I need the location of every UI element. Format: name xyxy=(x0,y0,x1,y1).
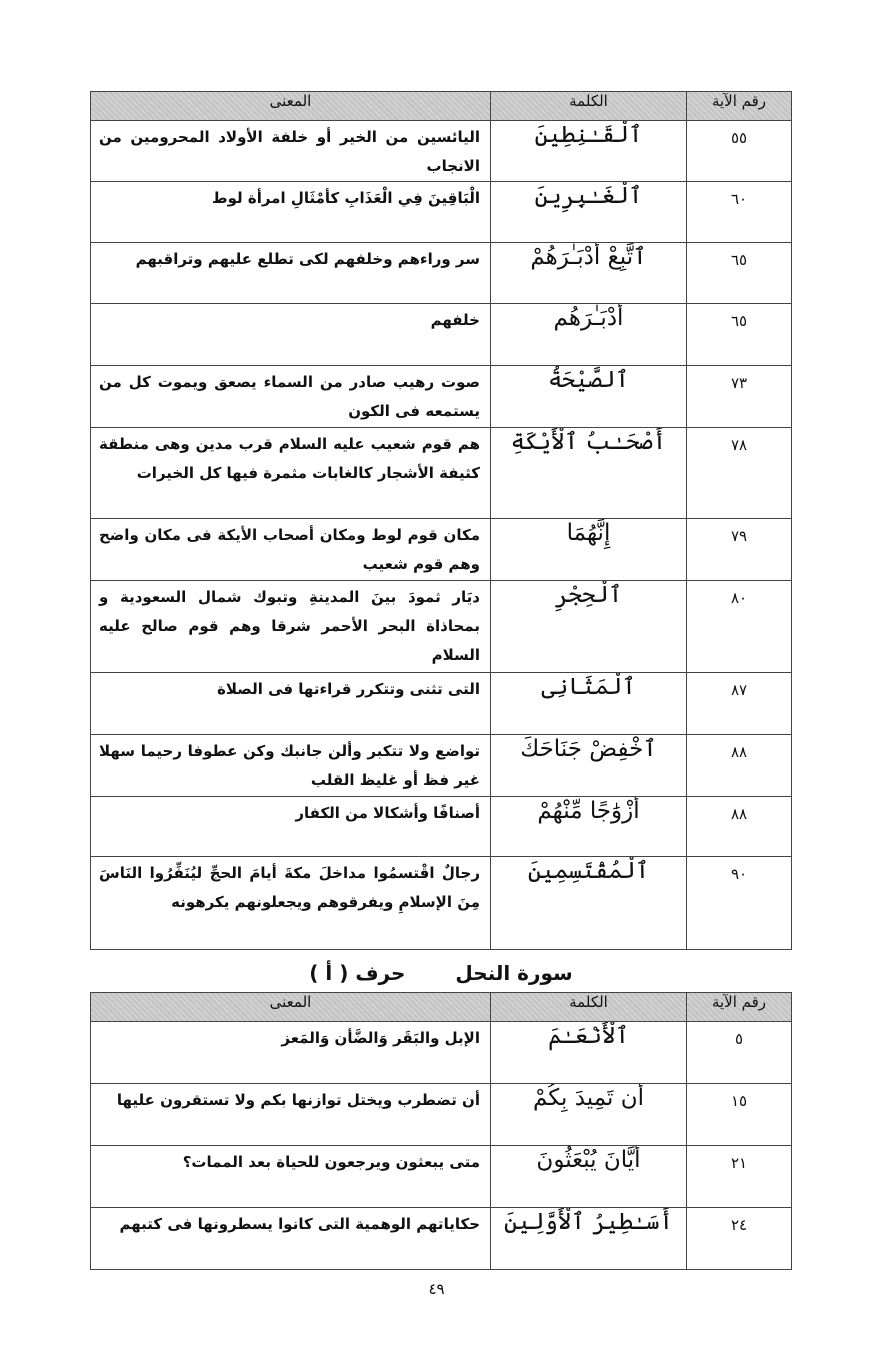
ayah-number: ٦٥ xyxy=(687,243,792,304)
word-meaning: الْبَاقِينَ فِي الْعَذَابِ كأمْثَالِ امرأة لوط xyxy=(91,182,491,243)
ayah-number: ٥٥ xyxy=(687,121,792,182)
ayah-number: ٨٧ xyxy=(687,673,792,735)
word-meaning: حكاياتهم الوهمية التى كانوا يسطرونها فى كتبهم xyxy=(91,1208,491,1270)
table-row xyxy=(91,1208,792,1270)
word-meaning: أن تضطرب ويختل توازنها بكم ولا تستقرون عليها xyxy=(91,1084,491,1146)
table-row xyxy=(91,857,792,950)
word-meaning: هم قوم شعيب عليه السلام قرب مدين وهى منطقة كثيفة الأشجار كالغابات مثمرة فيها كل الخيرات xyxy=(91,428,491,519)
table-row xyxy=(91,428,792,519)
ayah-number: ٨٨ xyxy=(687,735,792,797)
quran-word: ٱلصَّيْحَةُ xyxy=(491,366,687,428)
table-row xyxy=(91,121,792,182)
table-row xyxy=(91,581,792,673)
quran-word: أَن تَمِيدَ بِكُمْ xyxy=(491,1084,687,1146)
ayah-number: ٢٤ xyxy=(687,1208,792,1270)
word-meaning: ديَار ثمودَ بينَ المدينةِ وتبوك شمال السعودية و بمحاذاة البحر الأحمر شرقا وهم قوم صالح عليه السلام xyxy=(91,581,491,673)
header-meaning: المعنى xyxy=(91,92,491,121)
ayah-number: ١٥ xyxy=(687,1084,792,1146)
table-header-row xyxy=(91,92,792,121)
quran-word: ٱلْغَـٰبِرِينَ xyxy=(491,182,687,243)
quran-word: ٱخْفِضْ جَنَاحَكَ xyxy=(491,735,687,797)
header-ayah-number: رقم الآية xyxy=(687,993,792,1022)
word-meaning: سر وراءهم وخلفهم لكى تطلع عليهم وتراقبهم xyxy=(91,243,491,304)
letter-label: حرف ( أ ) xyxy=(309,961,406,985)
ayah-number: ٦٠ xyxy=(687,182,792,243)
quran-word: ٱلْقَـٰنِطِينَ xyxy=(491,121,687,182)
table-row xyxy=(91,243,792,304)
quran-word: أَدْبَـٰرَهُم xyxy=(491,304,687,366)
table-header-row xyxy=(91,993,792,1022)
quran-word: أَيَّانَ يُبْعَثُونَ xyxy=(491,1146,687,1208)
ayah-number: ٦٥ xyxy=(687,304,792,366)
quran-word: ٱتَّبِعْ أَدْبَـٰرَهُمْ xyxy=(491,243,687,304)
word-meaning: مكان قوم لوط ومكان أصحاب الأيكة فى مكان واضح وهم قوم شعيب xyxy=(91,519,491,581)
word-meaning: صوت رهيب صادر من السماء يصعق ويموت كل من يستمعه فى الكون xyxy=(91,366,491,428)
quran-word: ٱلْأَنْعَـٰمَ xyxy=(491,1022,687,1084)
header-word: الكلمة xyxy=(491,993,687,1022)
table-row xyxy=(91,1146,792,1208)
vocabulary-table-1 xyxy=(90,91,792,950)
word-meaning: الإبل والبَقَر وَالضَّأن وَالمَعز xyxy=(91,1022,491,1084)
table-row xyxy=(91,735,792,797)
ayah-number: ٥ xyxy=(687,1022,792,1084)
ayah-number: ٢١ xyxy=(687,1146,792,1208)
surah-name: سورة النحل xyxy=(455,961,573,985)
quran-word: أَسَـٰطِيرُ ٱلْأَوَّلِينَ xyxy=(491,1208,687,1270)
quran-word: ٱلْمَثَانِى xyxy=(491,673,687,735)
quran-word: ٱلْحِجْرِ xyxy=(491,581,687,673)
table-row xyxy=(91,304,792,366)
table-row xyxy=(91,673,792,735)
quran-word: إِنَّهُمَا xyxy=(491,519,687,581)
surah-heading xyxy=(90,956,792,990)
table-row xyxy=(91,366,792,428)
ayah-number: ٧٣ xyxy=(687,366,792,428)
quran-word: أَصْحَـٰبُ ٱلْأَيْكَةِ xyxy=(491,428,687,519)
quran-word: ٱلْمُقْتَسِمِينَ xyxy=(491,857,687,950)
word-meaning: اليائسين من الخير أو خلفة الأولاد المحرومين من الانجاب xyxy=(91,121,491,182)
header-ayah-number: رقم الآية xyxy=(687,92,792,121)
ayah-number: ٨٨ xyxy=(687,797,792,857)
ayah-number: ٩٠ xyxy=(687,857,792,950)
header-meaning: المعنى xyxy=(91,993,491,1022)
header-word: الكلمة xyxy=(491,92,687,121)
word-meaning: خلفهم xyxy=(91,304,491,366)
table-row xyxy=(91,797,792,857)
ayah-number: ٧٨ xyxy=(687,428,792,519)
ayah-number: ٨٠ xyxy=(687,581,792,673)
vocabulary-table-2 xyxy=(90,992,792,1270)
word-meaning: أصنافًا وأشكالا من الكفار xyxy=(91,797,491,857)
word-meaning: تواضع ولا تتكبر وألن جانبك وكن عطوفا رحيما سهلا غير فظ أو غليظ القلب xyxy=(91,735,491,797)
ayah-number: ٧٩ xyxy=(687,519,792,581)
table-row xyxy=(91,182,792,243)
page-number: ٤٩ xyxy=(428,1280,445,1298)
table-row xyxy=(91,1022,792,1084)
word-meaning: متى يبعثون ويرجعون للحياة بعد الممات؟ xyxy=(91,1146,491,1208)
word-meaning: رجالٌ اقْتسمُوا مداخلَ مكةَ أيامَ الحجِّ ليُنَفِّرُوا النَاسَ مِنَ الإسلامِ ويفرقوهم ويجعلونهم يكرهونه xyxy=(91,857,491,950)
word-meaning: التى تثنى وتتكرر قراءتها فى الصلاة xyxy=(91,673,491,735)
quran-word: أَزْوَٰجًا مِّنْهُمْ xyxy=(491,797,687,857)
table-row xyxy=(91,519,792,581)
table-row xyxy=(91,1084,792,1146)
